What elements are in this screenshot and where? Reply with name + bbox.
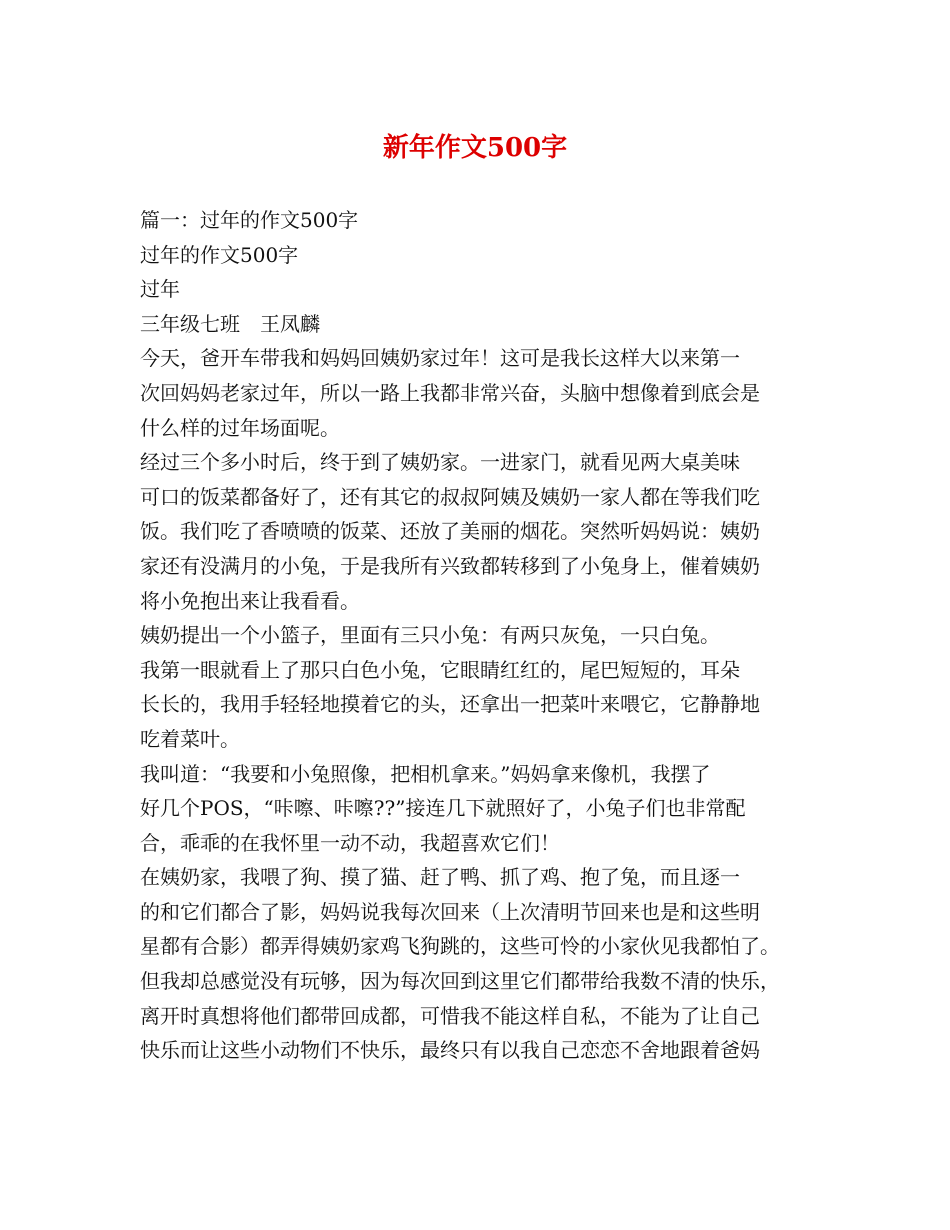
text-line: 姨奶提出一个小篮子，里面有三只小兔：有两只灰兔，一只白兔。 xyxy=(140,623,720,648)
text-line: 离开时真想将他们都带回成都，可惜我不能这样自私，不能为了让自己 xyxy=(140,1003,760,1028)
text-line: 饭。我们吃了香喷喷的饭菜、还放了美丽的烟花。突然听妈妈说：姨奶 xyxy=(140,519,760,544)
text-line: 经过三个多小时后，终于到了姨奶家。一进家门，就看见两大桌美味 xyxy=(140,450,740,475)
text-line: 次回妈妈老家过年，所以一路上我都非常兴奋，头脑中想像着到底会是 xyxy=(140,380,760,405)
text-line: 我第一眼就看上了那只白色小兔，它眼睛红红的，尾巴短短的，耳朵 xyxy=(140,657,740,682)
text-line: 我叫道：“我要和小兔照像，把相机拿来。”妈妈拿来像机，我摆了 xyxy=(140,761,711,786)
text-line: 长长的，我用手轻轻地摸着它的头，还拿出一把菜叶来喂它，它静静地 xyxy=(140,692,760,717)
text-line: 星都有合影）都弄得姨奶家鸡飞狗跳的，这些可怜的小家伙见我都怕了。 xyxy=(140,934,780,959)
document-title: 新年作文500字 xyxy=(382,133,568,163)
text-line: 但我却总感觉没有玩够，因为每次回到这里它们都带给我数不清的快乐， xyxy=(140,969,780,994)
text-line: 吃着菜叶。 xyxy=(140,726,240,751)
text-line: 可口的饭菜都备好了，还有其它的叔叔阿姨及姨奶一家人都在等我们吃 xyxy=(140,484,760,509)
document-body xyxy=(140,203,820,1068)
text-line: 家还有没满月的小兔，于是我所有兴致都转移到了小兔身上，催着姨奶 xyxy=(140,553,760,578)
text-line: 在姨奶家，我喂了狗、摸了猫、赶了鸭、抓了鸡、抱了兔，而且逐一 xyxy=(140,865,740,890)
text-line: 将小免抱出来让我看看。 xyxy=(140,588,360,613)
text-line: 快乐而让这些小动物们不快乐，最终只有以我自己恋恋不舍地跟着爸妈 xyxy=(140,1038,760,1063)
text-line: 合，乖乖的在我怀里一动不动，我超喜欢它们！ xyxy=(140,830,560,855)
text-line: 好几个POS，“咔嚓、咔嚓??”接连几下就照好了，小兔子们也非常配 xyxy=(140,796,746,821)
text-line: 今天，爸开车带我和妈妈回姨奶家过年！这可是我长这样大以来第一 xyxy=(140,346,740,371)
essay-title: 过年 xyxy=(140,277,180,302)
essay-heading: 过年的作文500字 xyxy=(140,242,299,267)
section-heading: 篇一：过年的作文500字 xyxy=(140,208,359,232)
text-line: 的和它们都合了影，妈妈说我每次回来（上次清明节回来也是和这些明 xyxy=(140,899,760,924)
author-line: 三年级七班 王凤麟 xyxy=(140,311,320,336)
text-line: 什么样的过年场面呢。 xyxy=(140,415,340,440)
